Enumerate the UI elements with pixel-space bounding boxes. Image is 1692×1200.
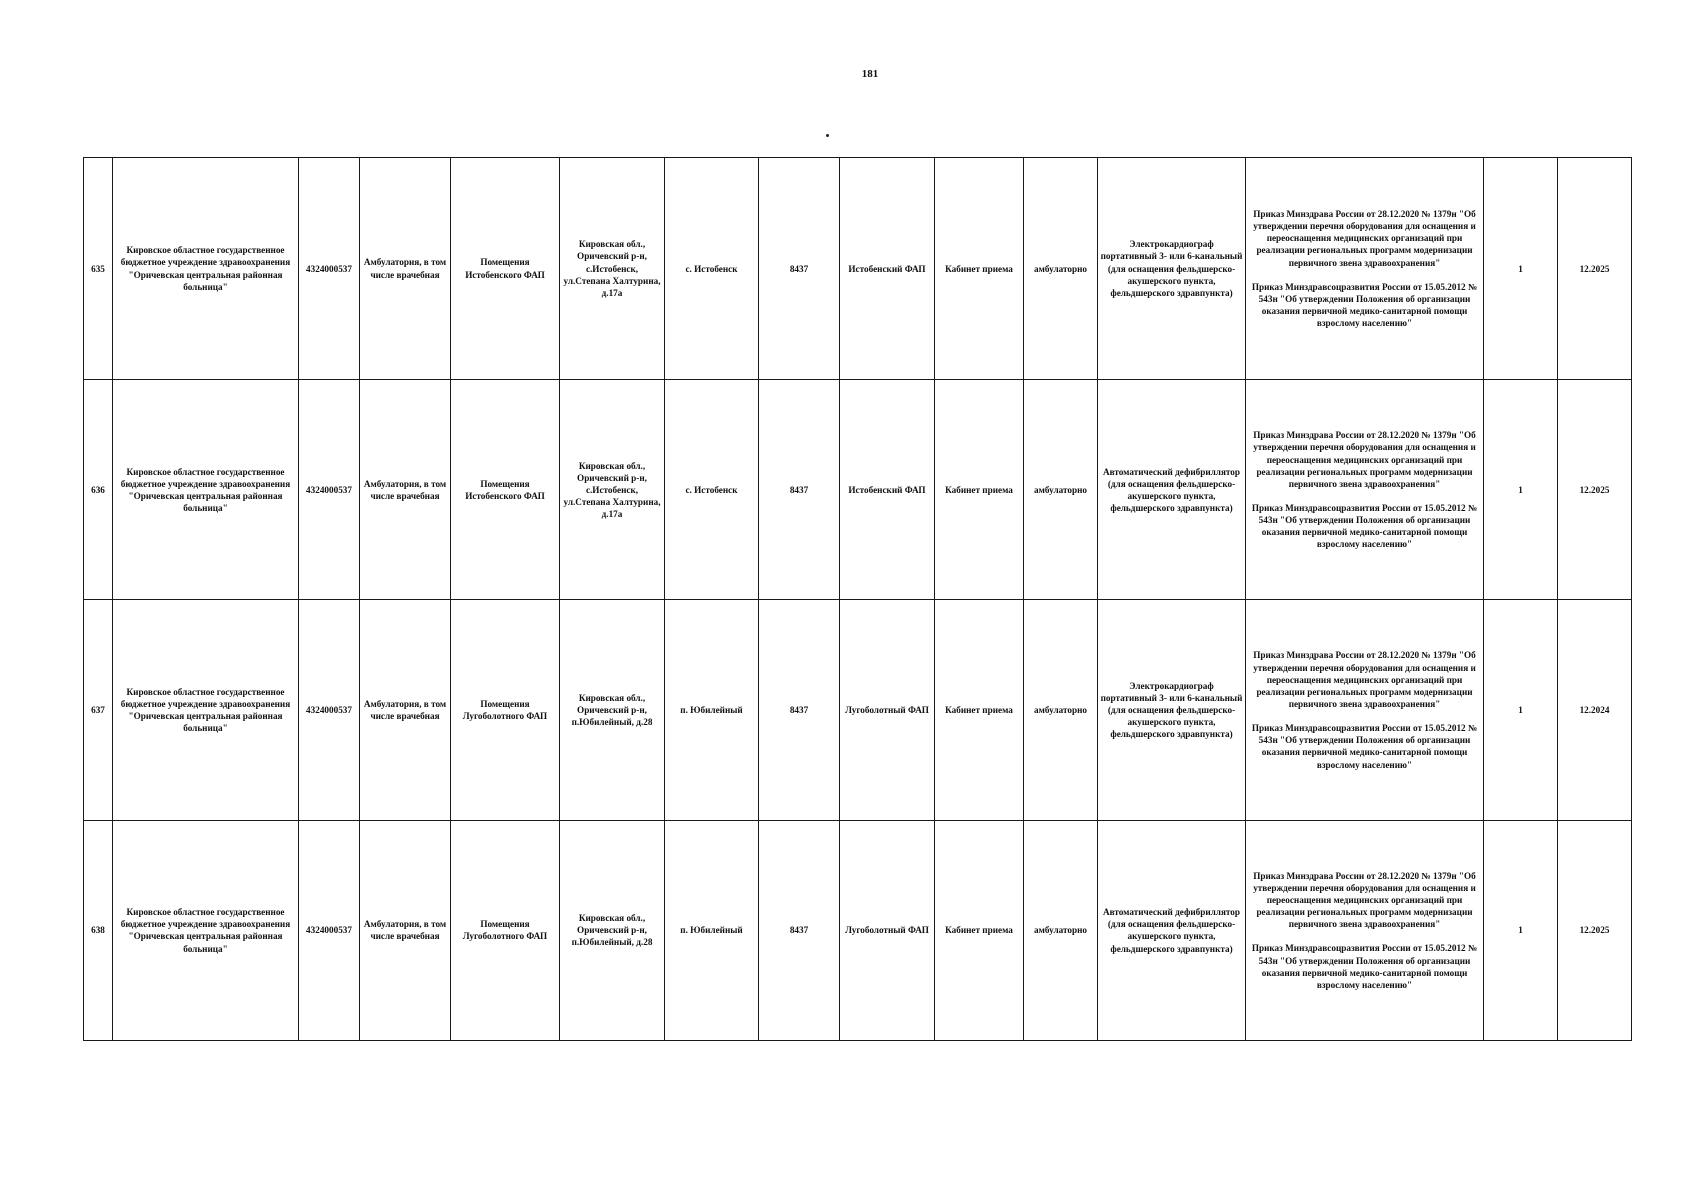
quantity-cell: 1 [1484,600,1558,820]
organization-cell: Кировское областное государственное бюджетное учреждение здравоохранения "Оричевская центральная районная больница" [113,600,299,820]
settlement-cell: п. Юбилейный [665,600,759,820]
table-row [84,380,1632,600]
organization-cell: Кировское областное государственное бюджетное учреждение здравоохранения "Оричевская центральная районная больница" [113,380,299,600]
inn-cell: 4324000537 [299,158,360,380]
date-cell: 12.2024 [1558,600,1632,820]
address-cell: Кировская обл., Оричевский р-н, с.Истобенск, ул.Степана Халтурина, д.17а [560,380,665,600]
legal-basis-cell [1246,820,1484,1040]
code-cell: 8437 [759,380,840,600]
organization-cell: Кировское областное государственное бюджетное учреждение здравоохранения "Оричевская центральная районная больница" [113,820,299,1040]
legal-basis-order-543: Приказ Минздравсоцразвития России от 15.05.2012 № 543н "Об утверждении Положения об организации оказания первичной медико-санитарной помощи взрослому населению" [1251,502,1478,550]
page-number: 181 [861,68,879,80]
facility-type-cell: Амбулатория, в том числе врачебная [360,820,451,1040]
legal-basis-order-543: Приказ Минздравсоцразвития России от 15.05.2012 № 543н "Об утверждении Положения об организации оказания первичной медико-санитарной помощи взрослому населению" [1251,723,1478,770]
facility-type-cell: Амбулатория, в том числе врачебная [360,380,451,600]
unit-cell: Истобенский ФАП [840,158,935,380]
equipment-cell: Автоматический дефибриллятор (для оснащения фельдшерско-акушерского пункта, фельдшерского здравпункта) [1098,820,1246,1040]
equipment-cell: Автоматический дефибриллятор (для оснащения фельдшерско-акушерского пункта, фельдшерского здравпункта) [1098,380,1246,600]
row-number: 637 [84,600,113,820]
mode-cell: амбулаторно [1024,820,1098,1040]
row-number: 636 [84,380,113,600]
address-cell: Кировская обл., Оричевский р-н, п.Юбилейный, д.28 [560,600,665,820]
date-cell: 12.2025 [1558,158,1632,380]
premises-cell: Помещения Истобенского ФАП [451,158,560,380]
room-cell: Кабинет приема [935,158,1024,380]
unit-cell: Лугоболотный ФАП [840,820,935,1040]
date-cell: 12.2025 [1558,380,1632,600]
address-cell: Кировская обл., Оричевский р-н, с.Истобенск, ул.Степана Халтурина, д.17а [560,158,665,380]
room-cell: Кабинет приема [935,600,1024,820]
legal-basis-cell [1246,158,1484,380]
premises-cell: Помещения Лугоболотного ФАП [451,820,560,1040]
legal-basis-order-1379: Приказ Минздрава России от 28.12.2020 № 1379н "Об утверждении перечня оборудования для оснащения и переоснащения медицинских организаций при реализации региональных программ модернизации первичного звена здравоохранения" [1253,430,1476,489]
date-cell: 12.2025 [1558,820,1632,1040]
inn-cell: 4324000537 [299,820,360,1040]
mode-cell: амбулаторно [1024,600,1098,820]
legal-basis-order-1379: Приказ Минздрава России от 28.12.2020 № 1379н "Об утверждении перечня оборудования для оснащения и переоснащения медицинских организаций при реализации региональных программ модернизации первичного звена здравоохранения" [1253,650,1476,710]
legal-basis-cell [1246,600,1484,820]
table-row [84,600,1632,820]
legal-basis-order-1379: Приказ Минздрава России от 28.12.2020 № 1379н "Об утверждении перечня оборудования для оснащения и переоснащения медицинских организаций при реализации региональных программ модернизации первичного звена здравоохранения" [1253,208,1476,268]
legal-basis-order-543: Приказ Минздравсоцразвития России от 15.05.2012 № 543н "Об утверждении Положения об организации оказания первичной медико-санитарной помощи взрослому населению" [1251,943,1478,990]
code-cell: 8437 [759,158,840,380]
quantity-cell: 1 [1484,380,1558,600]
legal-basis-order-1379: Приказ Минздрава России от 28.12.2020 № 1379н "Об утверждении перечня оборудования для оснащения и переоснащения медицинских организаций при реализации региональных программ модернизации первичного звена здравоохранения" [1253,870,1476,930]
unit-cell: Лугоболотный ФАП [840,600,935,820]
address-cell: Кировская обл., Оричевский р-н, п.Юбилейный, д.28 [560,820,665,1040]
equipment-cell: Электрокардиограф портативный 3- или 6-канальный (для оснащения фельдшерско-акушерского пункта, фельдшерского здравпункта) [1098,600,1246,820]
inn-cell: 4324000537 [299,600,360,820]
row-number: 638 [84,820,113,1040]
mode-cell: амбулаторно [1024,158,1098,380]
settlement-cell: с. Истобенск [665,380,759,600]
legal-basis-cell [1246,380,1484,600]
row-number: 635 [84,158,113,380]
legal-basis-order-543: Приказ Минздравсоцразвития России от 15.05.2012 № 543н "Об утверждении Положения об организации оказания первичной медико-санитарной помощи взрослому населению" [1251,281,1478,329]
equipment-cell: Электрокардиограф портативный 3- или 6-канальный (для оснащения фельдшерско-акушерского пункта, фельдшерского здравпункта) [1098,158,1246,380]
code-cell: 8437 [759,820,840,1040]
facility-type-cell: Амбулатория, в том числе врачебная [360,158,451,380]
premises-cell: Помещения Лугоболотного ФАП [451,600,560,820]
premises-cell: Помещения Истобенского ФАП [451,380,560,600]
room-cell: Кабинет приема [935,820,1024,1040]
inn-cell: 4324000537 [299,380,360,600]
settlement-cell: п. Юбилейный [665,820,759,1040]
room-cell: Кабинет приема [935,380,1024,600]
mode-cell: амбулаторно [1024,380,1098,600]
unit-cell: Истобенский ФАП [840,380,935,600]
table-row [84,820,1632,1040]
settlement-cell: с. Истобенск [665,158,759,380]
facility-type-cell: Амбулатория, в том числе врачебная [360,600,451,820]
scan-dot [826,134,829,137]
equipment-table [83,157,1632,1041]
table-row [84,158,1632,380]
quantity-cell: 1 [1484,158,1558,380]
organization-cell: Кировское областное государственное бюджетное учреждение здравоохранения "Оричевская центральная районная больница" [113,158,299,380]
code-cell: 8437 [759,600,840,820]
quantity-cell: 1 [1484,820,1558,1040]
